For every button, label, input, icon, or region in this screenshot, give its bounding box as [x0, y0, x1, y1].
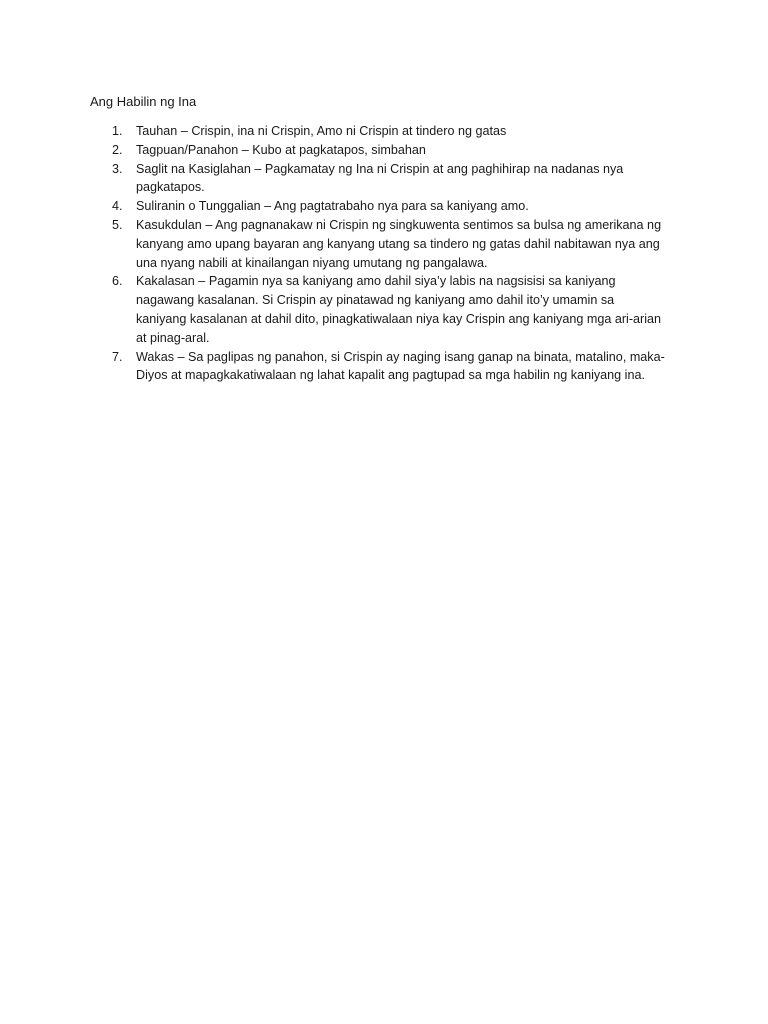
list-item-text: Wakas – Sa paglipas ng panahon, si Crispin ay naging isang ganap na binata, matalino, maka-Diyos at mapagkakatiwalaan ng lahat kapalit ang pagtupad sa mga habilin ng kaniyang ina. — [136, 349, 665, 383]
list-item — [0, 122, 768, 141]
list-item-number: 7. — [112, 349, 123, 364]
list-item-number: 6. — [112, 274, 123, 289]
list-item-text: Kasukdulan – Ang pagnanakaw ni Crispin ng singkuwenta sentimos sa bulsa ng amerikana ng kanyang amo upang bayaran ang kanyang utang sa tindero ng gatas dahil nabitawan nya ang una nyang nabili at kinailangan niyang umutang ng pangalawa. — [136, 217, 662, 270]
list-item — [0, 348, 768, 386]
list-item-number: 2. — [112, 142, 123, 157]
list-item — [0, 160, 768, 198]
document-numbered-list — [0, 122, 768, 385]
list-item-text: Tauhan – Crispin, ina ni Crispin, Amo ni Crispin at tindero ng gatas — [136, 124, 507, 138]
list-item-number: 3. — [112, 161, 123, 176]
list-item-number: 4. — [112, 199, 123, 214]
list-item — [0, 141, 768, 160]
document-title: Ang Habilin ng Ina — [90, 94, 197, 109]
list-item — [0, 272, 768, 347]
list-item-text: Saglit na Kasiglahan – Pagkamatay ng Ina ni Crispin at ang paghihirap na nadanas nya pagkatapos. — [136, 161, 624, 195]
list-item-text: Tagpuan/Panahon – Kubo at pagkatapos, simbahan — [136, 142, 426, 157]
list-item — [0, 197, 768, 216]
list-item-number: 5. — [112, 217, 123, 232]
list-item-text: Suliranin o Tunggalian – Ang pagtatrabaho nya para sa kaniyang amo. — [136, 199, 529, 214]
list-item — [0, 216, 768, 272]
list-item-number: 1. — [112, 124, 123, 138]
list-item-text: Kakalasan – Pagamin nya sa kaniyang amo dahil siya’y labis na nagsisisi sa kaniyang nagawang kasalanan. Si Crispin ay pinatawad ng kaniyang amo dahil ito’y umamin sa kaniyang kasalanan at dahil dito, pinagkatiwalaan niya kay Crispin ang kaniyang mga ari-arian at pinag-aral. — [136, 274, 662, 345]
